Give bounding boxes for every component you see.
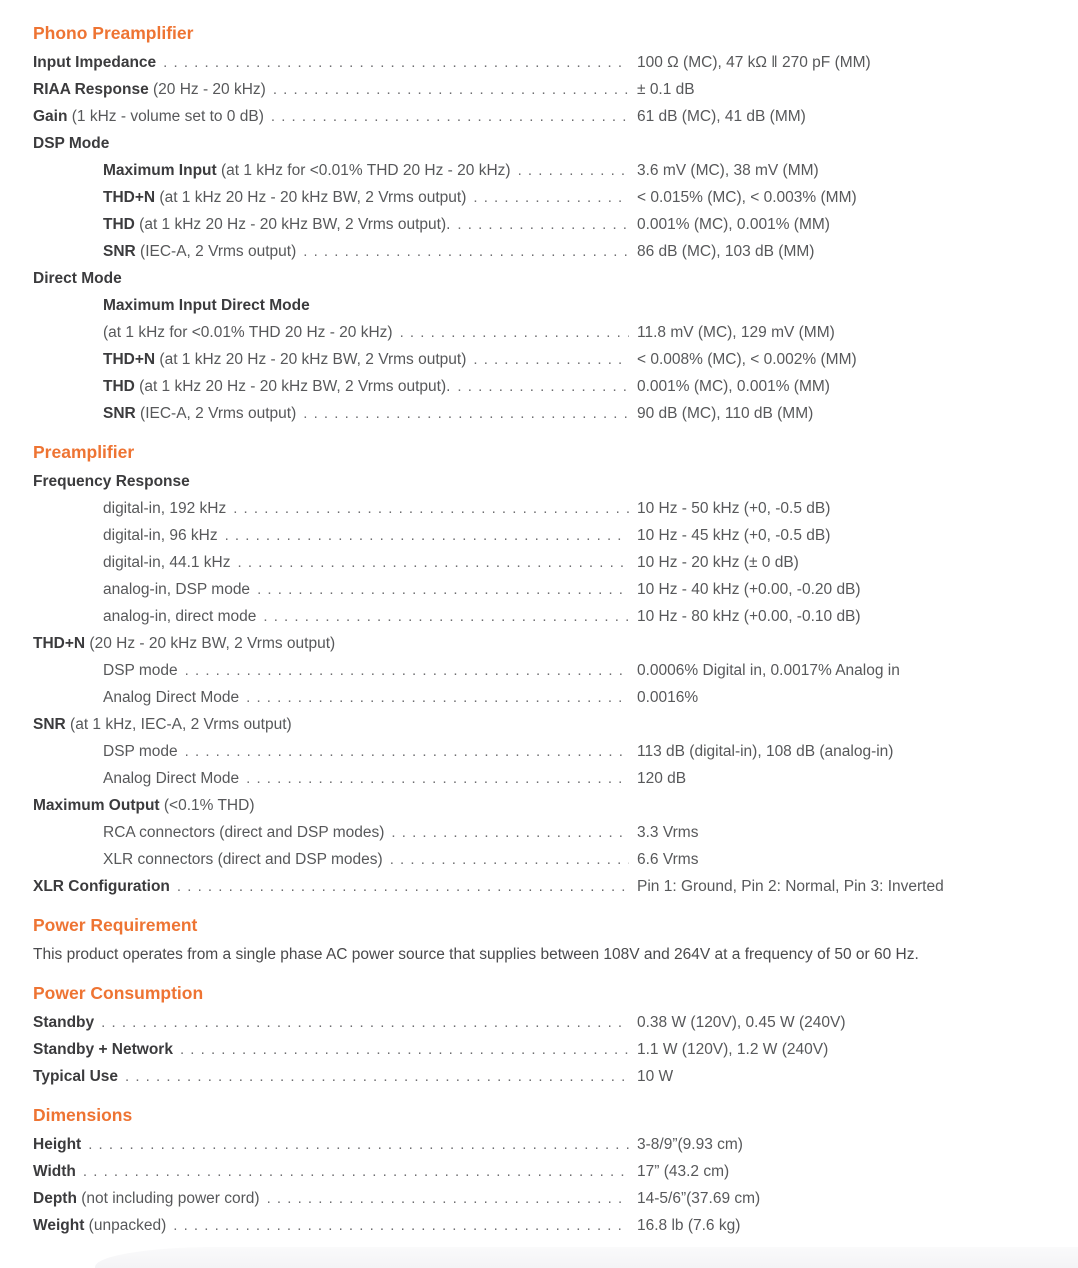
spec-label-bold: RIAA Response xyxy=(33,81,149,98)
spec-row xyxy=(33,873,1045,900)
spec-label-note: (at 1 kHz for <0.01% THD 20 Hz - 20 kHz) xyxy=(216,162,511,179)
spec-label xyxy=(33,1063,118,1090)
spec-row xyxy=(33,346,1045,373)
spec-value: 11.8 mV (MC), 129 mV (MM) xyxy=(637,324,835,341)
spec-row xyxy=(33,846,1045,873)
dot-leader xyxy=(263,603,629,630)
spec-label xyxy=(33,495,226,522)
spec-label xyxy=(33,792,255,819)
dot-leader xyxy=(473,184,629,211)
spec-label-bold: Frequency Response xyxy=(33,473,190,490)
spec-row xyxy=(33,1063,1045,1090)
section-title-power-requirement: Power Requirement xyxy=(33,915,198,935)
spec-label xyxy=(33,576,250,603)
spec-label-note: (1 kHz - volume set to 0 dB) xyxy=(67,108,264,125)
spec-row xyxy=(33,265,1045,292)
spec-label xyxy=(33,211,450,238)
spec-label xyxy=(33,738,178,765)
spec-row xyxy=(33,468,1045,495)
spec-label xyxy=(33,76,266,103)
dot-leader xyxy=(233,495,629,522)
spec-value: 0.001% (MC), 0.001% (MM) xyxy=(637,216,830,233)
spec-row xyxy=(33,76,1045,103)
spec-value: 113 dB (digital-in), 108 dB (analog-in) xyxy=(637,743,894,760)
spec-label-bold: THD xyxy=(103,216,135,233)
spec-label xyxy=(33,373,450,400)
spec-row xyxy=(33,49,1045,76)
dot-leader xyxy=(83,1158,629,1185)
spec-label xyxy=(33,657,178,684)
spec-value: 14-5/6”(37.69 cm) xyxy=(637,1190,761,1207)
spec-label-note: (not including power cord) xyxy=(76,1190,260,1207)
dot-leader xyxy=(473,346,629,373)
spec-label-bold: Width xyxy=(33,1163,76,1180)
spec-row xyxy=(33,319,1045,346)
spec-row xyxy=(33,1036,1045,1063)
spec-value: 0.001% (MC), 0.001% (MM) xyxy=(637,378,830,395)
spec-value: ± 0.1 dB xyxy=(637,81,695,98)
spec-value: 10 Hz - 50 kHz (+0, -0.5 dB) xyxy=(637,500,831,517)
spec-label-plain: digital-in, 44.1 kHz xyxy=(103,554,231,571)
spec-value: 90 dB (MC), 110 dB (MM) xyxy=(637,405,814,422)
spec-label-note: (at 1 kHz 20 Hz - 20 kHz BW, 2 Vrms output) xyxy=(155,351,467,368)
spec-row xyxy=(33,603,1045,630)
spec-row xyxy=(33,400,1045,427)
section-phono-preamplifier xyxy=(33,20,1045,427)
section-title-power-consumption: Power Consumption xyxy=(33,983,204,1003)
dot-leader xyxy=(271,103,629,130)
spec-row xyxy=(33,184,1045,211)
dot-leader xyxy=(390,846,629,873)
spec-value: 16.8 lb (7.6 kg) xyxy=(637,1217,741,1234)
spec-value: 10 W xyxy=(637,1068,674,1085)
spec-row xyxy=(33,549,1045,576)
spec-label-bold: Direct Mode xyxy=(33,270,122,287)
spec-row xyxy=(33,130,1045,157)
spec-label xyxy=(33,265,122,292)
spec-label xyxy=(33,819,384,846)
spec-label xyxy=(33,549,231,576)
spec-value: 3.3 Vrms xyxy=(637,824,699,841)
spec-label xyxy=(33,1158,76,1185)
spec-label xyxy=(33,400,296,427)
dot-leader xyxy=(400,319,629,346)
spec-value: 3-8/9”(9.93 cm) xyxy=(637,1136,743,1153)
spec-label-plain: Analog Direct Mode xyxy=(103,770,240,787)
spec-label-note: (at 1 kHz, IEC-A, 2 Vrms output) xyxy=(65,716,292,733)
spec-label-plain: analog-in, DSP mode xyxy=(103,581,251,598)
spec-label-bold: SNR xyxy=(33,716,66,733)
spec-value: 0.0006% Digital in, 0.0017% Analog in xyxy=(637,662,900,679)
spec-row xyxy=(33,211,1045,238)
spec-row xyxy=(33,1009,1045,1036)
spec-label xyxy=(33,846,383,873)
spec-value: 10 Hz - 40 kHz (+0.00, -0.20 dB) xyxy=(637,581,861,598)
spec-label-bold: Maximum Output xyxy=(33,797,160,814)
spec-value: < 0.015% (MC), < 0.003% (MM) xyxy=(637,189,857,206)
section-title-dimensions: Dimensions xyxy=(33,1105,133,1125)
section-preamplifier xyxy=(33,439,1045,900)
spec-label xyxy=(33,1009,94,1036)
spec-label xyxy=(33,711,292,738)
spec-row xyxy=(33,103,1045,130)
spec-row xyxy=(33,711,1045,738)
spec-label-bold: DSP Mode xyxy=(33,135,110,152)
spec-label-note: (at 1 kHz 20 Hz - 20 kHz BW, 2 Vrms output). xyxy=(134,378,451,395)
spec-label-note: (at 1 kHz 20 Hz - 20 kHz BW, 2 Vrms output) xyxy=(155,189,467,206)
spec-label-bold: Maximum Input xyxy=(103,162,217,179)
spec-row xyxy=(33,765,1045,792)
spec-row xyxy=(33,630,1045,657)
section-title-preamplifier: Preamplifier xyxy=(33,442,135,462)
spec-label-bold: Typical Use xyxy=(33,1068,119,1085)
dot-leader xyxy=(457,373,629,400)
spec-value: 1.1 W (120V), 1.2 W (240V) xyxy=(637,1041,829,1058)
dot-leader xyxy=(238,549,629,576)
spec-value: 3.6 mV (MC), 38 mV (MM) xyxy=(637,162,819,179)
spec-row xyxy=(33,576,1045,603)
spec-label-bold: THD+N xyxy=(103,351,156,368)
spec-row xyxy=(33,1185,1045,1212)
dot-leader xyxy=(163,49,629,76)
spec-label-bold: THD+N xyxy=(103,189,156,206)
spec-label-plain: digital-in, 96 kHz xyxy=(103,527,218,544)
spec-label-bold: SNR xyxy=(103,243,136,260)
bottom-strip-decoration xyxy=(95,1247,1078,1268)
spec-label-bold: Input Impedance xyxy=(33,54,157,71)
spec-label-plain: Analog Direct Mode xyxy=(103,689,240,706)
spec-label-bold: THD+N xyxy=(33,635,86,652)
section-dimensions xyxy=(33,1102,1045,1239)
spec-row xyxy=(33,495,1045,522)
spec-label-plain: (at 1 kHz for <0.01% THD 20 Hz - 20 kHz) xyxy=(103,324,393,341)
dot-leader xyxy=(177,873,629,900)
spec-value: < 0.008% (MC), < 0.002% (MM) xyxy=(637,351,857,368)
spec-label xyxy=(33,630,335,657)
spec-value: 0.0016% xyxy=(637,689,699,706)
spec-label-bold: Weight xyxy=(33,1217,85,1234)
spec-label-bold: Standby + Network xyxy=(33,1041,173,1058)
spec-row xyxy=(33,738,1045,765)
dot-leader xyxy=(246,684,629,711)
dot-leader xyxy=(267,1185,629,1212)
spec-label xyxy=(33,684,239,711)
spec-value: 10 Hz - 80 kHz (+0.00, -0.10 dB) xyxy=(637,608,861,625)
spec-label-plain: DSP mode xyxy=(103,662,178,679)
spec-label-note: (<0.1% THD) xyxy=(159,797,255,814)
spec-label-note: (IEC-A, 2 Vrms output) xyxy=(135,243,297,260)
spec-label xyxy=(33,292,310,319)
dot-leader xyxy=(518,157,629,184)
spec-label xyxy=(33,603,256,630)
dot-leader xyxy=(125,1063,629,1090)
spec-label-bold: Standby xyxy=(33,1014,95,1031)
spec-value: 6.6 Vrms xyxy=(637,851,699,868)
spec-label xyxy=(33,522,218,549)
spec-label xyxy=(33,103,264,130)
spec-label xyxy=(33,873,170,900)
spec-label xyxy=(33,1212,166,1239)
spec-label xyxy=(33,157,511,184)
dot-leader xyxy=(225,522,629,549)
dot-leader xyxy=(246,765,629,792)
dot-leader xyxy=(185,657,629,684)
section-paragraph: This product operates from a single phase AC power source that supplies between 108V and 264V at a frequency of 50 or 60 Hz. xyxy=(33,946,919,963)
spec-row xyxy=(33,157,1045,184)
spec-row xyxy=(33,792,1045,819)
spec-value: 86 dB (MC), 103 dB (MM) xyxy=(637,243,815,260)
section-power-consumption xyxy=(33,980,1045,1090)
spec-label-bold: XLR Configuration xyxy=(33,878,170,895)
dot-leader xyxy=(303,238,629,265)
spec-label-note: (20 Hz - 20 kHz BW, 2 Vrms output) xyxy=(85,635,336,652)
spec-row xyxy=(33,522,1045,549)
spec-value: 100 Ω (MC), 47 kΩ ‖ 270 pF (MM) xyxy=(637,54,871,71)
spec-row xyxy=(33,373,1045,400)
spec-label xyxy=(33,238,296,265)
spec-label xyxy=(33,130,109,157)
spec-label xyxy=(33,468,190,495)
spec-label xyxy=(33,765,239,792)
spec-label-note: (at 1 kHz 20 Hz - 20 kHz BW, 2 Vrms output). xyxy=(134,216,451,233)
dot-leader xyxy=(391,819,629,846)
spec-label-bold: THD xyxy=(103,378,135,395)
spec-label-bold: Height xyxy=(33,1136,82,1153)
dot-leader xyxy=(457,211,629,238)
spec-row xyxy=(33,238,1045,265)
spec-label-plain: XLR connectors (direct and DSP modes) xyxy=(103,851,383,868)
spec-value: 61 dB (MC), 41 dB (MM) xyxy=(637,108,806,125)
dot-leader xyxy=(88,1131,629,1158)
spec-label xyxy=(33,346,466,373)
section-title-phono-preamplifier: Phono Preamplifier xyxy=(33,23,194,43)
spec-label xyxy=(33,1185,260,1212)
spec-label-note: (20 Hz - 20 kHz) xyxy=(148,81,266,98)
spec-row xyxy=(33,292,1045,319)
dot-leader xyxy=(303,400,629,427)
spec-label xyxy=(33,1036,173,1063)
spec-value: 17” (43.2 cm) xyxy=(637,1163,730,1180)
spec-label-bold: Gain xyxy=(33,108,68,125)
spec-label-plain: RCA connectors (direct and DSP modes) xyxy=(103,824,385,841)
spec-row xyxy=(33,819,1045,846)
spec-label xyxy=(33,184,466,211)
spec-row xyxy=(33,1212,1045,1239)
spec-label xyxy=(33,49,156,76)
spec-label-note: (unpacked) xyxy=(84,1217,167,1234)
spec-label-plain: digital-in, 192 kHz xyxy=(103,500,227,517)
spec-value: 120 dB xyxy=(637,770,687,787)
spec-value: 0.38 W (120V), 0.45 W (240V) xyxy=(637,1014,846,1031)
dot-leader xyxy=(101,1009,629,1036)
spec-value: Pin 1: Ground, Pin 2: Normal, Pin 3: Inverted xyxy=(637,878,944,895)
spec-sheet xyxy=(33,20,1045,1239)
spec-value: 10 Hz - 45 kHz (+0, -0.5 dB) xyxy=(637,527,831,544)
spec-row xyxy=(33,1158,1045,1185)
dot-leader xyxy=(257,576,629,603)
dot-leader xyxy=(273,76,629,103)
spec-row xyxy=(33,657,1045,684)
spec-value: 10 Hz - 20 kHz (± 0 dB) xyxy=(637,554,799,571)
spec-label-bold: Depth xyxy=(33,1190,77,1207)
spec-label-plain: analog-in, direct mode xyxy=(103,608,257,625)
dot-leader xyxy=(185,738,629,765)
spec-label-bold: Maximum Input Direct Mode xyxy=(103,297,310,314)
dot-leader xyxy=(173,1212,629,1239)
dot-leader xyxy=(180,1036,629,1063)
spec-row xyxy=(33,684,1045,711)
spec-label xyxy=(33,1131,81,1158)
spec-label-plain: DSP mode xyxy=(103,743,178,760)
section-power-requirement xyxy=(33,912,1045,968)
spec-label-bold: SNR xyxy=(103,405,136,422)
spec-label xyxy=(33,319,393,346)
spec-label-note: (IEC-A, 2 Vrms output) xyxy=(135,405,297,422)
spec-row xyxy=(33,1131,1045,1158)
